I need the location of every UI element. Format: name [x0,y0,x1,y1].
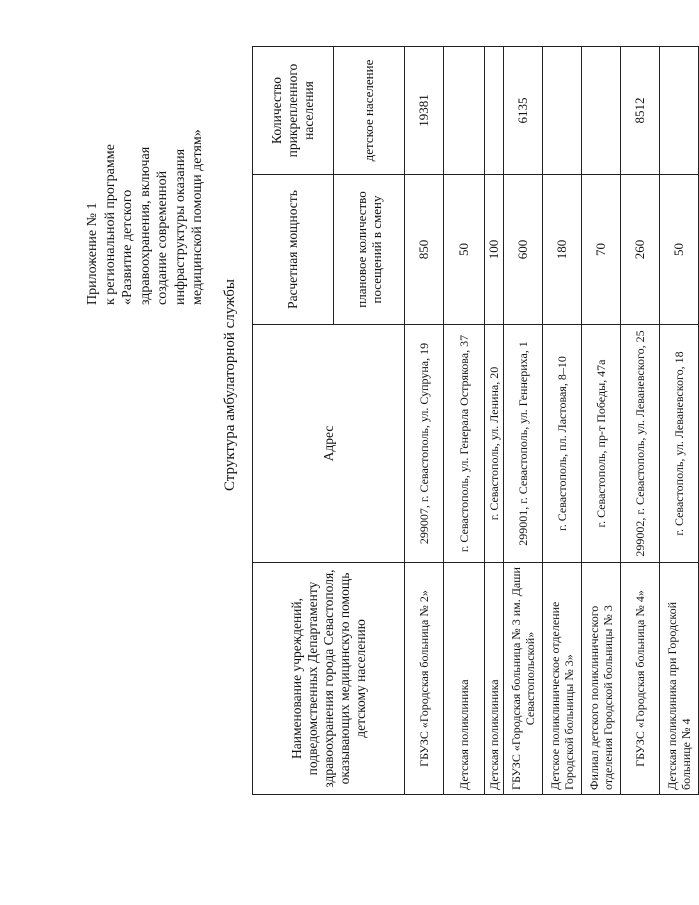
cell-institution: ГБУЗС «Городская больница № 3 им. Даши Севастопольской» [504,563,543,795]
appendix-line: Приложение № 1 [85,202,100,305]
cell-institution: ГБУЗС «Городская больница № 4» [621,563,660,795]
cell-population [660,47,699,175]
table-row [543,47,582,795]
cell-institution: Детская поликлиника при Городской больнице № 4 [660,563,699,795]
header-address: Адрес [253,325,405,563]
cell-institution: Детское поликлиническое отделение Городской больницы № 3» [543,563,582,795]
appendix-line: «Развитие детского [120,189,135,305]
cell-address: 299002, г. Севастополь, ул. Леваневского, 25 [621,325,660,563]
cell-capacity: 100 [485,175,504,325]
appendix-line: создание современной [155,170,170,305]
cell-institution: Филиал детского поликлинического отделения Городской больницы № 3 [582,563,621,795]
cell-population [582,47,621,175]
cell-address: г. Севастополь, ул. Ленина, 20 [485,325,504,563]
appendix-line: к региональной программе [102,144,118,305]
table-row [582,47,621,795]
cell-address: г. Севастополь, пл. Ластовая, 8–10 [543,325,582,563]
appendix-note [84,15,207,305]
cell-population: 8512 [621,47,660,175]
cell-institution: Детская поликлиника [444,563,485,795]
subheader-population: детское население [334,47,405,175]
table-row [621,47,660,795]
appendix-line: здравоохранения, включая [137,146,153,305]
cell-address: г. Севастополь, ул. Генерала Острякова, 37 [444,325,485,563]
cell-capacity: 600 [504,175,543,325]
table-row [660,47,699,795]
cell-population: 19381 [405,47,444,175]
cell-capacity: 180 [543,175,582,325]
cell-capacity: 50 [660,175,699,325]
cell-capacity: 70 [582,175,621,325]
table-header-row [253,47,334,795]
cell-institution: Детская поликлиника [485,563,504,795]
cell-capacity: 50 [444,175,485,325]
cell-address: г. Севастополь, пр-т Победы, 47а [582,325,621,563]
ambulatory-structure-table [252,46,699,795]
subheader-capacity: плановое количество посещений в смену [334,175,405,325]
table-row [444,47,485,795]
table-row [485,47,504,795]
cell-address: 299001, г. Севастополь, ул. Геннериха, 1 [504,325,543,563]
table-row [405,47,444,795]
cell-capacity: 260 [621,175,660,325]
header-institution-name: Наименование учреждений, подведомственных Департаменту здравоохранения города Севастополя, оказывающих медицинскую помощь детскому населению [253,563,405,795]
appendix-line: инфраструктуры оказания [172,148,188,305]
cell-capacity: 850 [405,175,444,325]
header-capacity: Расчетная мощность [253,175,334,325]
cell-population: 6135 [504,47,543,175]
cell-population [543,47,582,175]
table-row [504,47,543,795]
cell-address: г. Севастополь, ул. Леваневского, 18 [660,325,699,563]
cell-institution: ГБУЗС «Городская больница № 2» [405,563,444,795]
appendix-line: медицинской помощи детям» [190,129,205,305]
page-title: Структура амбулаторной службы [222,279,238,491]
cell-population [485,47,504,175]
cell-address: 299007, г. Севастополь, ул. Супруна, 19 [405,325,444,563]
header-population: Количество прикрепленного населения [253,47,334,175]
cell-population [444,47,485,175]
